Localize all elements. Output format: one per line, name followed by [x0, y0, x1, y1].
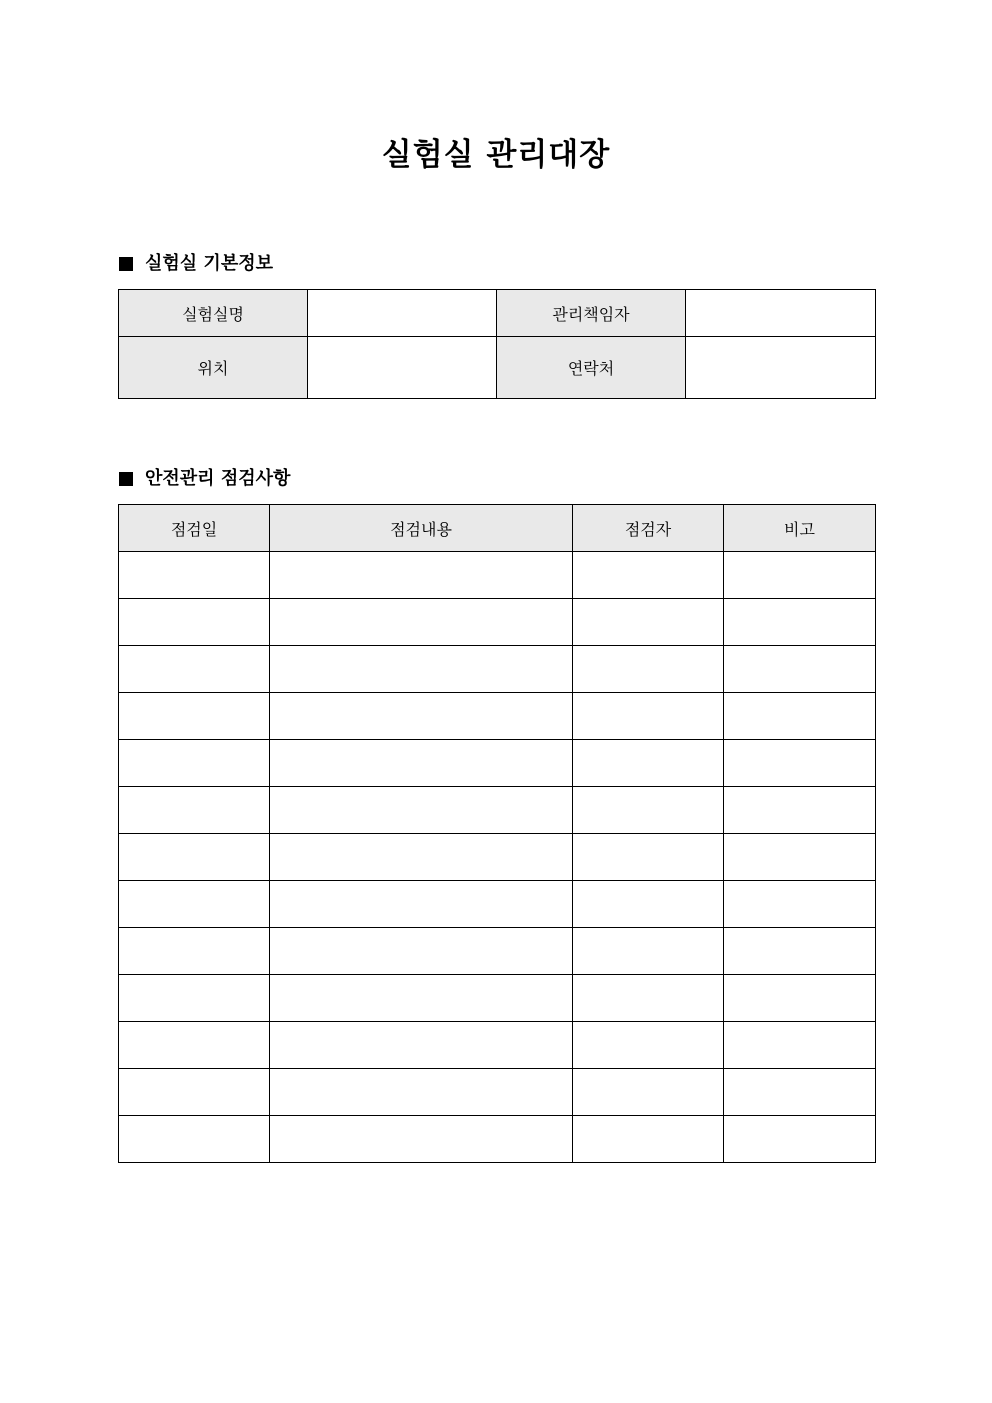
- contact-field[interactable]: [686, 337, 876, 399]
- table-row: [119, 290, 876, 337]
- location-label: 위치: [119, 337, 308, 399]
- safety-check-table: [118, 504, 876, 1163]
- inspector-cell[interactable]: [573, 975, 724, 1022]
- remarks-cell[interactable]: [724, 787, 876, 834]
- remarks-cell[interactable]: [724, 975, 876, 1022]
- table-row: [119, 740, 876, 787]
- manager-label: 관리책임자: [497, 290, 686, 337]
- table-row: [119, 552, 876, 599]
- remarks-cell[interactable]: [724, 1069, 876, 1116]
- inspector-cell[interactable]: [573, 693, 724, 740]
- remarks-cell[interactable]: [724, 646, 876, 693]
- page-title: 실험실 관리대장: [381, 137, 611, 173]
- content-cell[interactable]: [270, 787, 573, 834]
- content-cell[interactable]: [270, 740, 573, 787]
- date-cell[interactable]: [119, 881, 270, 928]
- content-cell[interactable]: [270, 693, 573, 740]
- date-cell[interactable]: [119, 1069, 270, 1116]
- manager-field[interactable]: [686, 290, 876, 337]
- date-cell[interactable]: [119, 975, 270, 1022]
- date-cell[interactable]: [119, 740, 270, 787]
- content-cell[interactable]: [270, 1022, 573, 1069]
- content-cell[interactable]: [270, 881, 573, 928]
- table-row: [119, 1116, 876, 1163]
- content-cell[interactable]: [270, 975, 573, 1022]
- table-header-row: [119, 505, 876, 552]
- date-cell[interactable]: [119, 693, 270, 740]
- remarks-cell[interactable]: [724, 693, 876, 740]
- table-row: [119, 975, 876, 1022]
- table-row: [119, 787, 876, 834]
- date-cell[interactable]: [119, 1022, 270, 1069]
- date-cell[interactable]: [119, 928, 270, 975]
- table-row: [119, 1022, 876, 1069]
- remarks-cell[interactable]: [724, 1022, 876, 1069]
- inspector-cell[interactable]: [573, 646, 724, 693]
- inspector-cell[interactable]: [573, 599, 724, 646]
- column-header-content: 점검내용: [270, 505, 573, 552]
- inspector-cell[interactable]: [573, 787, 724, 834]
- basic-info-table: [118, 289, 876, 399]
- remarks-cell[interactable]: [724, 881, 876, 928]
- location-field[interactable]: [308, 337, 497, 399]
- table-row: [119, 928, 876, 975]
- inspector-cell[interactable]: [573, 928, 724, 975]
- lab-name-label: 실험실명: [119, 290, 308, 337]
- table-row: [119, 834, 876, 881]
- table-row: [119, 693, 876, 740]
- section-heading-safety-check: [119, 467, 290, 491]
- inspector-cell[interactable]: [573, 834, 724, 881]
- square-bullet-icon: [119, 472, 133, 486]
- date-cell[interactable]: [119, 599, 270, 646]
- inspector-cell[interactable]: [573, 1069, 724, 1116]
- column-header-remarks: 비고: [724, 505, 876, 552]
- content-cell[interactable]: [270, 928, 573, 975]
- date-cell[interactable]: [119, 552, 270, 599]
- table-row: [119, 599, 876, 646]
- date-cell[interactable]: [119, 787, 270, 834]
- inspector-cell[interactable]: [573, 1116, 724, 1163]
- contact-label: 연락처: [497, 337, 686, 399]
- remarks-cell[interactable]: [724, 1116, 876, 1163]
- section-heading-label: 안전관리 점검사항: [145, 468, 291, 489]
- table-row: [119, 646, 876, 693]
- table-row: [119, 881, 876, 928]
- inspector-cell[interactable]: [573, 881, 724, 928]
- content-cell[interactable]: [270, 552, 573, 599]
- content-cell[interactable]: [270, 834, 573, 881]
- date-cell[interactable]: [119, 834, 270, 881]
- square-bullet-icon: [119, 257, 133, 271]
- inspector-cell[interactable]: [573, 552, 724, 599]
- column-header-inspector: 점검자: [573, 505, 724, 552]
- remarks-cell[interactable]: [724, 928, 876, 975]
- remarks-cell[interactable]: [724, 834, 876, 881]
- date-cell[interactable]: [119, 646, 270, 693]
- inspector-cell[interactable]: [573, 740, 724, 787]
- content-cell[interactable]: [270, 646, 573, 693]
- table-row: [119, 1069, 876, 1116]
- lab-name-field[interactable]: [308, 290, 497, 337]
- content-cell[interactable]: [270, 1069, 573, 1116]
- date-cell[interactable]: [119, 1116, 270, 1163]
- content-cell[interactable]: [270, 599, 573, 646]
- remarks-cell[interactable]: [724, 599, 876, 646]
- column-header-date: 점검일: [119, 505, 270, 552]
- content-cell[interactable]: [270, 1116, 573, 1163]
- remarks-cell[interactable]: [724, 552, 876, 599]
- inspector-cell[interactable]: [573, 1022, 724, 1069]
- section-heading-basic-info: [119, 252, 273, 276]
- remarks-cell[interactable]: [724, 740, 876, 787]
- table-row: [119, 337, 876, 399]
- section-heading-label: 실험실 기본정보: [145, 253, 273, 274]
